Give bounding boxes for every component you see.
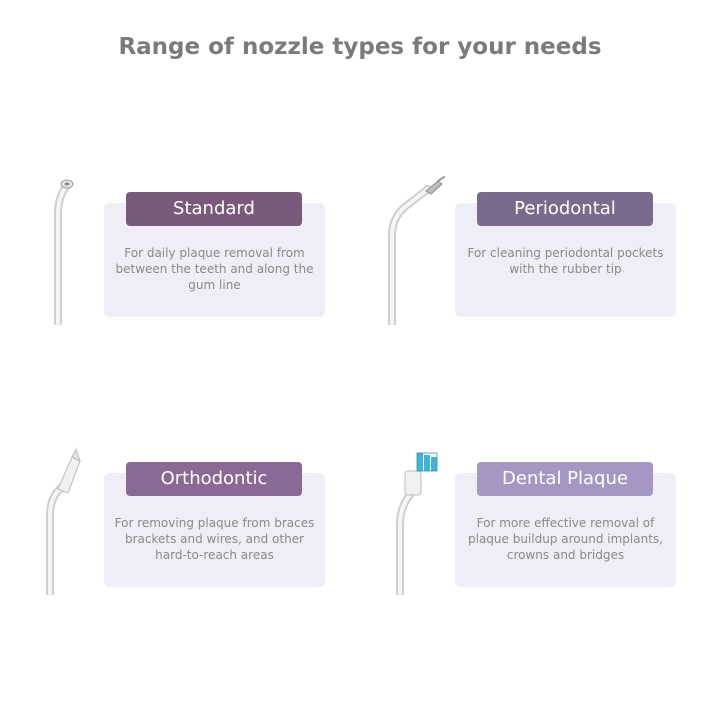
nozzle-card-dental-plaque (455, 468, 676, 587)
nozzle-card-standard (104, 198, 325, 317)
nozzle-description-orthodontic: For removing plaque from braces brackets and wires, and other hard-to-reach areas (114, 516, 315, 562)
periodontal-nozzle-icon (372, 175, 452, 325)
nozzle-title-orthodontic: Orthodontic (126, 462, 302, 496)
nozzle-card-orthodontic (104, 468, 325, 587)
orthodontic-nozzle-icon (30, 445, 110, 595)
nozzle-description-standard: For daily plaque removal from between the teeth and along the gum line (115, 246, 314, 292)
page-title: Range of nozzle types for your needs (118, 34, 602, 60)
nozzle-title-standard: Standard (126, 192, 302, 226)
nozzle-title-periodontal: Periodontal (477, 192, 653, 226)
nozzle-title-dental-plaque: Dental Plaque (477, 462, 653, 496)
nozzle-description-periodontal: For cleaning periodontal pockets with the rubber tip (467, 246, 664, 276)
nozzle-description-dental-plaque: For more effective removal of plaque buildup around implants, crowns and bridges (468, 516, 663, 562)
dental-plaque-nozzle-icon (372, 445, 452, 595)
standard-nozzle-icon (30, 175, 110, 325)
nozzle-card-periodontal (455, 198, 676, 317)
